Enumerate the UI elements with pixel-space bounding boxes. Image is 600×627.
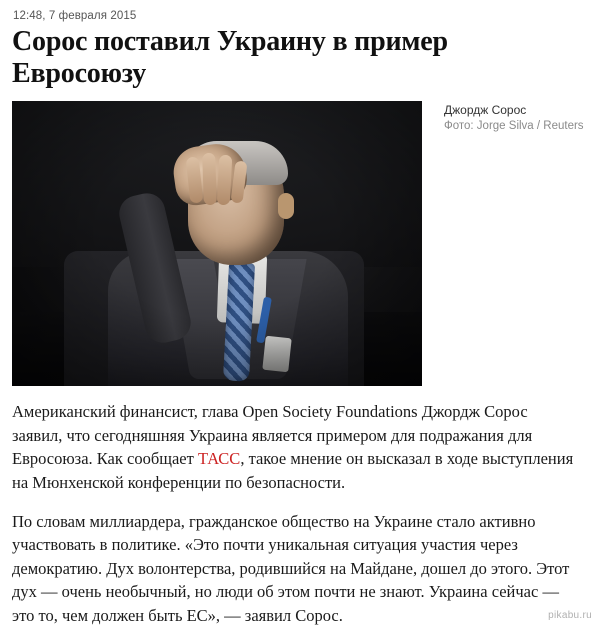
article-paragraph-2: По словам миллиардера, гражданское общество на Украине стало активно участвовать в политике. «Это почти уникальная ситуация участия через демократию. Дух волонтерства, родившийся на Майдане, дошел до этого. Этот дух — очень необычный, но люди об этом почти не знают. Украина сейчас — это то, чем должен быть ЕС», — заявил Сорос. <box>12 511 570 625</box>
site-watermark: pikabu.ru <box>548 610 592 621</box>
photo-credit: Фото: Jorge Silva / Reuters <box>444 120 584 133</box>
george-soros-photo <box>12 101 422 386</box>
tass-source-link[interactable]: ТАСС <box>197 449 241 469</box>
paragraph-1-text-before-link: Американский финансист, глава Open Society Foundations Джордж Сорос заявил, что сегодняшняя Украина является примером для подражания для Евросоюза. Как сообщает <box>12 402 533 469</box>
page-title: Сорос поставил Украину в пример Евросоюзу <box>12 26 448 89</box>
paragraph-1-text-after-link: , такое мнение он высказал в ходе выступления на Мюнхенской конференции по безопасности. <box>12 449 574 492</box>
photo-caption-block <box>422 101 588 135</box>
article-timestamp: 12:48, 7 февраля 2015 <box>13 10 137 22</box>
article-paragraph-1 <box>12 400 578 494</box>
article-media-row <box>12 101 588 386</box>
article-body <box>12 400 588 627</box>
photo-subject-caption: Джордж Сорос <box>444 103 527 118</box>
photo-vignette <box>12 101 422 386</box>
